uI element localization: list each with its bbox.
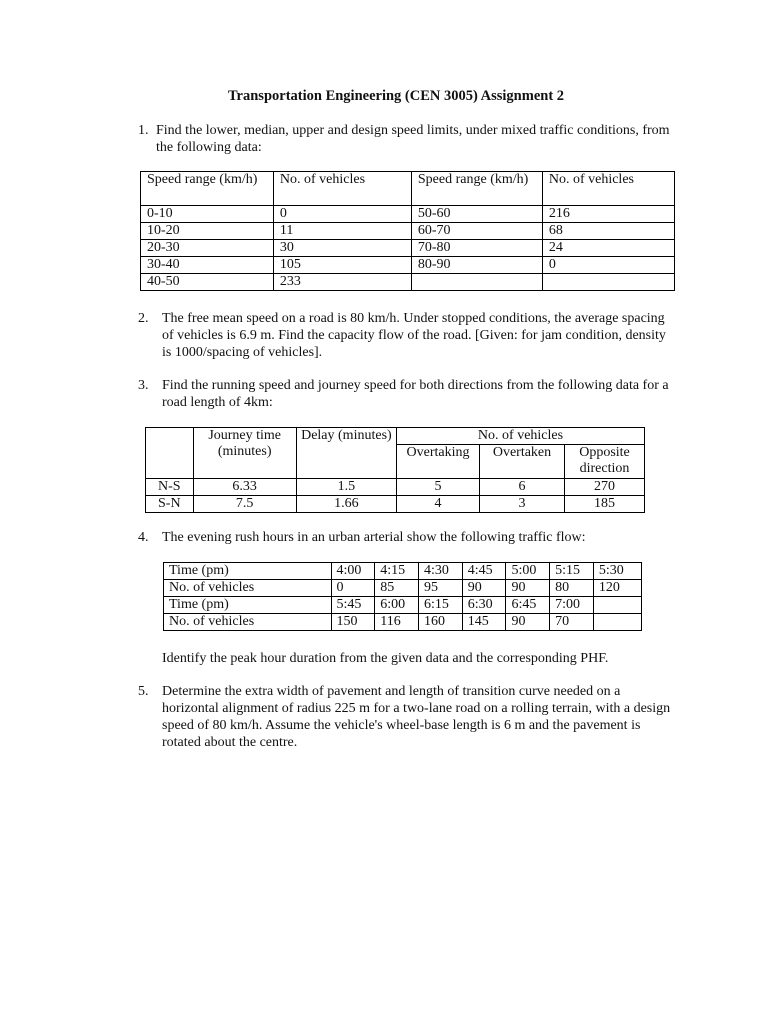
table-cell: 85: [375, 580, 419, 597]
question-text: Find the running speed and journey speed for both directions from the following data for a road length of 4km:: [162, 378, 669, 410]
table-cell: 4:15: [375, 563, 419, 580]
table-cell: 60-70: [411, 223, 542, 240]
table-cell: No. of vehicles: [164, 614, 332, 631]
table-cell: 160: [418, 614, 462, 631]
table-row: [164, 597, 642, 614]
table-cell: 30-40: [141, 257, 274, 274]
table-cell: 70: [550, 614, 594, 631]
table-cell: [542, 274, 674, 291]
table-row: [146, 479, 645, 496]
table-cell: 105: [273, 257, 411, 274]
table-cell: 20-30: [141, 240, 274, 257]
question-5: [138, 683, 678, 751]
table-cell: 4:45: [462, 563, 506, 580]
table-cell: 30: [273, 240, 411, 257]
table-cell: 90: [506, 580, 550, 597]
table-header: Speed range (km/h): [411, 172, 542, 206]
table-row: [146, 496, 645, 513]
table-cell: 10-20: [141, 223, 274, 240]
table-cell: 0-10: [141, 206, 274, 223]
table-cell: 50-60: [411, 206, 542, 223]
table-header: No. of vehicles: [273, 172, 411, 206]
table-header: Overtaking: [397, 445, 480, 479]
table-cell: 5:30: [593, 563, 641, 580]
table-cell: 5:15: [550, 563, 594, 580]
table-cell: 68: [542, 223, 674, 240]
table-cell: N-S: [146, 479, 194, 496]
table-row: [164, 563, 642, 580]
table-header: No. of vehicles: [397, 428, 645, 445]
table-cell: 24: [542, 240, 674, 257]
table-row: [141, 257, 675, 274]
table-header: Delay (minutes): [296, 428, 396, 479]
question-3: [138, 377, 678, 411]
table-cell: 6:30: [462, 597, 506, 614]
table-cell: [593, 614, 641, 631]
table-cell: 0: [273, 206, 411, 223]
table-header: Journey time (minutes): [193, 428, 296, 479]
table-row: [141, 206, 675, 223]
table-cell: 216: [542, 206, 674, 223]
question-number: 3.: [138, 378, 149, 393]
table-row: [141, 240, 675, 257]
table-cell: 145: [462, 614, 506, 631]
traffic-flow-table: [163, 562, 642, 631]
table-row: [141, 223, 675, 240]
table-cell: 4:00: [331, 563, 375, 580]
table-header-empty: [146, 428, 194, 479]
table-cell: 1.5: [296, 479, 396, 496]
table-cell: 233: [273, 274, 411, 291]
table-cell: [593, 597, 641, 614]
table-cell: 5:00: [506, 563, 550, 580]
table-cell: 6:00: [375, 597, 419, 614]
table-cell: 0: [542, 257, 674, 274]
table-cell: 90: [462, 580, 506, 597]
table-cell: 4: [397, 496, 480, 513]
table-cell: 6: [479, 479, 564, 496]
table-cell: Time (pm): [164, 597, 332, 614]
table-cell: 80-90: [411, 257, 542, 274]
table-cell: 70-80: [411, 240, 542, 257]
question-2: [138, 310, 678, 361]
table-cell: 185: [565, 496, 645, 513]
table-cell: 40-50: [141, 274, 274, 291]
document-title: Transportation Engineering (CEN 3005) Assignment 2: [227, 88, 565, 104]
question-number: 1.: [138, 123, 149, 138]
journey-data-table: [145, 427, 645, 513]
speed-distribution-table: [140, 171, 675, 291]
table-cell: 6:15: [418, 597, 462, 614]
table-cell: Time (pm): [164, 563, 332, 580]
question-text: Find the lower, median, upper and design speed limits, under mixed traffic conditions, from the following data:: [156, 123, 670, 155]
table-cell: No. of vehicles: [164, 580, 332, 597]
table-cell: 120: [593, 580, 641, 597]
table-row: [164, 580, 642, 597]
question-number: 4.: [138, 530, 149, 545]
table-cell: 5: [397, 479, 480, 496]
table-cell: 6.33: [193, 479, 296, 496]
table-cell: 6:45: [506, 597, 550, 614]
table-cell: 270: [565, 479, 645, 496]
table-cell: 95: [418, 580, 462, 597]
table-cell: S-N: [146, 496, 194, 513]
question-text: The free mean speed on a road is 80 km/h. Under stopped conditions, the average spacing of vehicles is 6.9 m. Find the capacity flow of the road. [Given: for jam condition, density is 1000/spacing of vehicles].: [162, 311, 666, 360]
table-cell: 7:00: [550, 597, 594, 614]
question-4-followup: Identify the peak hour duration from the given data and the corresponding PHF.: [162, 651, 609, 666]
table-cell: 5:45: [331, 597, 375, 614]
table-cell: 90: [506, 614, 550, 631]
table-cell: 0: [331, 580, 375, 597]
question-number: 5.: [138, 684, 149, 699]
table-cell: 4:30: [418, 563, 462, 580]
table-cell: 7.5: [193, 496, 296, 513]
table-cell: [411, 274, 542, 291]
question-1: [138, 122, 678, 156]
table-header: Speed range (km/h): [141, 172, 274, 206]
table-header: Overtaken: [479, 445, 564, 479]
question-text: Determine the extra width of pavement and length of transition curve needed on a horizontal alignment of radius 225 m for a two-lane road on a rolling terrain, with a design speed of 80 km/h. Assume the vehicle's wheel-base length is 6 m and the pavement is rotated about the centre.: [162, 684, 671, 750]
table-row: [164, 614, 642, 631]
table-cell: 150: [331, 614, 375, 631]
question-4: [138, 529, 678, 546]
question-number: 2.: [138, 311, 149, 326]
table-row: [141, 274, 675, 291]
table-cell: 11: [273, 223, 411, 240]
question-text: The evening rush hours in an urban arterial show the following traffic flow:: [162, 530, 586, 545]
table-cell: 80: [550, 580, 594, 597]
table-header: No. of vehicles: [542, 172, 674, 206]
table-header: Opposite direction: [565, 445, 645, 479]
table-cell: 3: [479, 496, 564, 513]
table-cell: 1.66: [296, 496, 396, 513]
table-cell: 116: [375, 614, 419, 631]
